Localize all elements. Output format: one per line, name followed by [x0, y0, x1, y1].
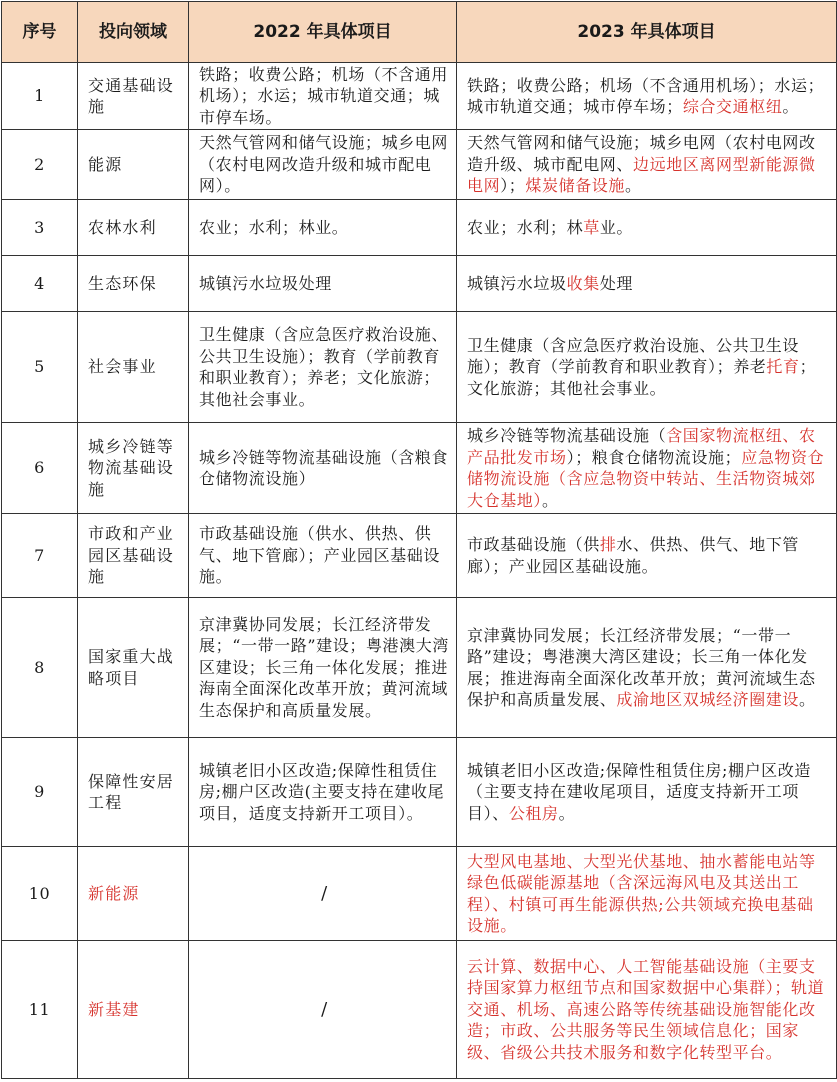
header-2022: 2022 年具体项目 [189, 2, 457, 63]
table-row [2, 312, 837, 423]
projects-2023 [457, 63, 837, 130]
projects-2023 [457, 598, 837, 738]
table-row [2, 941, 837, 1079]
project-text: 农业；水利；林 [467, 217, 584, 237]
new-item-highlight: 大型风电基地、大型光伏基地、抽水蓄能电站等绿色低碳能源基地（含深远海风电及其送出工程）、村镇可再生能源供热;公共领域充换电基础设施。 [467, 851, 816, 935]
investment-field: 保障性安居工程 [78, 738, 189, 847]
projects-2022: 农业；水利；林业。 [189, 200, 457, 256]
project-text: 。 [799, 690, 816, 709]
new-item-highlight: 成渝地区双城经济圈建设 [616, 690, 800, 709]
project-text: 市政基础设施（供 [467, 535, 600, 554]
header-field: 投向领域 [78, 2, 189, 63]
projects-2022: / [189, 941, 457, 1079]
investment-field: 农林水利 [78, 200, 189, 256]
project-text: 城镇污水垃圾 [467, 273, 567, 293]
projects-2022: 城镇污水垃圾处理 [189, 256, 457, 312]
projects-2022: 城镇老旧小区改造;保障性租赁住房;棚户区改造(主要支持在建收尾项目，适度支持新开工项目）。 [189, 738, 457, 847]
table-row [2, 598, 837, 738]
new-item-highlight: 边远地区离网型新能源微电网 [467, 154, 816, 196]
projects-2022: 市政基础设施（供水、供热、供气、地下管廊）；产业园区基础设施。 [189, 514, 457, 598]
project-text: 水、供热、供气、地下管廊）；产业园区基础设施。 [467, 535, 800, 576]
new-item-highlight: 托育 [766, 357, 800, 377]
project-text: 业。 [599, 217, 634, 237]
table-header-row [2, 2, 837, 63]
row-number: 11 [2, 941, 78, 1079]
investment-field: 城乡冷链等物流基础设施 [78, 423, 189, 514]
table-row [2, 847, 837, 941]
project-text: 京津冀协同发展；长江经济带发展；“一带一路”建设；粤港澳大湾区建设；长三角一体化发展；推进海南全面深化改革开放；黄河流域生态保护和高质量发展、 [467, 625, 816, 709]
new-item-highlight: 云计算、数据中心、人工智能基础设施（主要支持国家算力枢纽节点和国家数据中心集群）；轨道交通、机场、高速公路等传统基础设施智能化改造；市政、公共服务等民生领域信息化；国家级、省级公共技术服务和数字化转型平台。 [467, 956, 825, 1062]
investment-field: 生态环保 [78, 256, 189, 312]
table-row [2, 63, 837, 130]
projects-2023 [457, 200, 837, 256]
projects-2023 [457, 847, 837, 941]
investment-field: 能源 [78, 130, 189, 200]
investment-field: 新基建 [78, 941, 189, 1079]
project-text: 。 [558, 803, 576, 823]
investment-field: 市政和产业园区基础设施 [78, 514, 189, 598]
new-item-highlight: 草 [583, 217, 600, 237]
projects-2023 [457, 738, 837, 847]
investment-field: 新能源 [78, 847, 189, 941]
table-row [2, 423, 837, 514]
projects-2022: 天然气管网和储气设施；城乡电网（农村电网改造升级和城市配电网）。 [189, 130, 457, 200]
investment-field: 交通基础设施 [78, 63, 189, 130]
table-row [2, 200, 837, 256]
project-text: ）；粮食仓储物流设施； [566, 447, 742, 467]
project-text: ；文化旅游；其他社会事业。 [467, 357, 817, 398]
table-row [2, 738, 837, 847]
table-body [2, 63, 837, 1079]
project-text: 天然气管网和储气设施；城乡电网（农村电网改造升级、城市配电网、 [467, 133, 816, 174]
projects-2022: 城乡冷链等物流基础设施（含粮食仓储物流设施） [189, 423, 457, 514]
row-number: 2 [2, 130, 78, 200]
projects-2023 [457, 312, 837, 423]
row-number: 1 [2, 63, 78, 130]
row-number: 3 [2, 200, 78, 256]
projects-2023 [457, 256, 837, 312]
new-item-highlight: 收集 [566, 273, 600, 293]
new-item-highlight: 排 [599, 535, 617, 554]
investment-field: 社会事业 [78, 312, 189, 423]
projects-2022: / [189, 847, 457, 941]
project-text: ）； [500, 176, 526, 196]
row-number: 8 [2, 598, 78, 738]
projects-2022: 卫生健康（含应急医疗救治设施、公共卫生设施）；教育（学前教育和职业教育）；养老；文化旅游；其他社会事业。 [189, 312, 457, 423]
investment-areas-table [1, 1, 837, 1079]
projects-2023 [457, 941, 837, 1079]
new-item-highlight: 公租房 [508, 803, 559, 823]
row-number: 9 [2, 738, 78, 847]
projects-2022: 铁路；收费公路；机场（不含通用机场）；水运；城市轨道交通；城市停车场。 [189, 63, 457, 130]
project-text: 。 [625, 176, 642, 196]
header-2023: 2023 年具体项目 [457, 2, 837, 63]
table-row [2, 130, 837, 200]
project-text: 。 [782, 97, 800, 116]
new-item-highlight: 煤炭储备设施 [525, 176, 626, 196]
investment-field: 国家重大战略项目 [78, 598, 189, 738]
project-text: 。 [542, 490, 559, 510]
row-number: 10 [2, 847, 78, 941]
header-num: 序号 [2, 2, 78, 63]
projects-2023 [457, 423, 837, 514]
project-text: 铁路；收费公路；机场（不含通用机场）；水运；城市轨道交通；城市停车场； [467, 75, 825, 116]
projects-2023 [457, 130, 837, 200]
projects-2022: 京津冀协同发展；长江经济带发展；“一带一路”建设；粤港澳大湾区建设；长三角一体化发展；推进海南全面深化改革开放；黄河流域生态保护和高质量发展。 [189, 598, 457, 738]
project-text: 处理 [599, 273, 634, 293]
project-text: 卫生健康（含应急医疗救治设施、公共卫生设施）；教育（学前教育和职业教育）；养老 [467, 335, 800, 377]
new-item-highlight: 综合交通枢纽 [682, 97, 783, 116]
project-text: 城镇老旧小区改造;保障性租赁住房;棚户区改造（主要支持在建收尾项目，适度支持新开工项目）、 [467, 760, 811, 823]
new-item-highlight: 含国家物流枢纽、农产品批发市场 [467, 426, 816, 467]
table-row [2, 256, 837, 312]
row-number: 6 [2, 423, 78, 514]
table-row [2, 514, 837, 598]
row-number: 7 [2, 514, 78, 598]
row-number: 4 [2, 256, 78, 312]
row-number: 5 [2, 312, 78, 423]
project-text: 城乡冷链等物流基础设施（ [467, 426, 667, 445]
projects-2023 [457, 514, 837, 598]
new-item-highlight: 应急物资仓储物流设施（含应急物资中转站、生活物资城郊大仓基地） [467, 447, 825, 510]
